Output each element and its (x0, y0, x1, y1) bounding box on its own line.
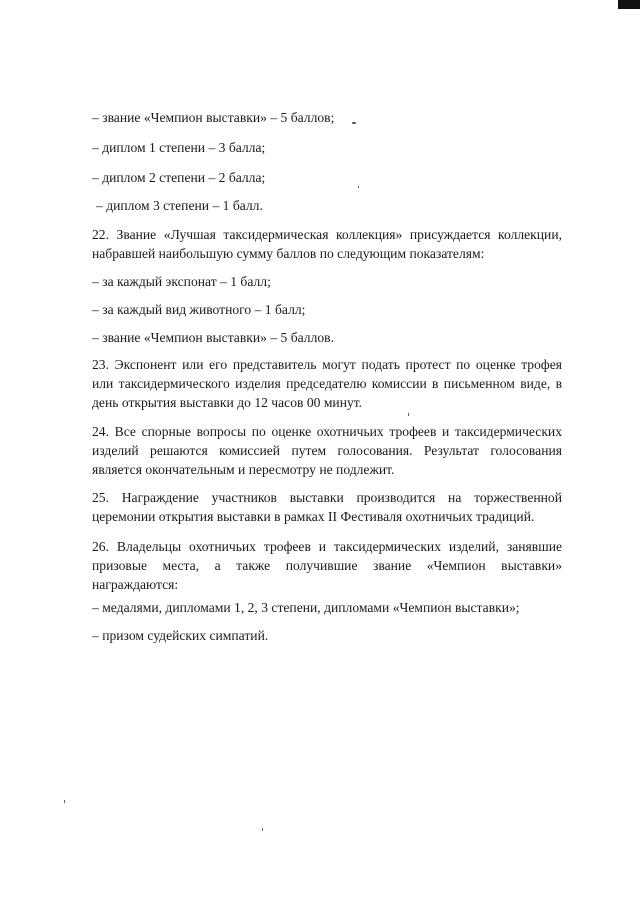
list-item: – призом судейских симпатий. (92, 628, 269, 643)
paragraph-line: награждаются: (92, 577, 179, 592)
paragraph-25 (92, 488, 562, 526)
paragraph-line: 23. Экспонент или его представитель могут подать протест по оценке трофея (92, 357, 562, 372)
list-item: – диплом 1 степени – 3 балла; (92, 140, 266, 155)
paragraph-26 (92, 537, 562, 594)
list-item: – диплом 2 степени – 2 балла; (92, 170, 266, 185)
list-item: – за каждый экспонат – 1 балл; (92, 274, 271, 289)
paragraph-line: 26. Владельцы охотничьих трофеев и таксидермических изделий, занявшие (92, 539, 562, 554)
paragraph-22 (92, 225, 562, 263)
paragraph-line: 24. Все спорные вопросы по оценке охотничьих трофеев и таксидермических (92, 424, 562, 439)
list-item: – за каждый вид животного – 1 балл; (92, 302, 306, 317)
scan-speck (64, 800, 65, 803)
paragraph-line: 22. Звание «Лучшая таксидермическая коллекция» присуждается коллекции, (92, 227, 562, 242)
list-item: – диплом 3 степени – 1 балл. (96, 198, 263, 213)
paragraph-24 (92, 422, 562, 479)
paragraph-line: набравшей наибольшую сумму баллов по следующим показателям: (92, 246, 485, 261)
paragraph-line: призовые места, а также получившие звание «Чемпион выставки» (92, 558, 562, 573)
list-item: – звание «Чемпион выставки» – 5 баллов. (92, 330, 334, 345)
paragraph-line: 25. Награждение участников выставки производится на торжественной (92, 490, 562, 505)
paragraph-line: является окончательным и пересмотру не подлежит. (92, 462, 395, 477)
paragraph-23 (92, 355, 562, 412)
list-item: – звание «Чемпион выставки» – 5 баллов; (92, 110, 335, 125)
scan-speck (262, 828, 263, 831)
scan-edge-mark (618, 0, 640, 9)
paragraph-line: или таксидермического изделия председателю комиссии в письменном виде, в (92, 376, 562, 391)
paragraph-line: изделий решаются комиссией путем голосования. Результат голосования (92, 443, 562, 458)
list-item: – медалями, дипломами 1, 2, 3 степени, дипломами «Чемпион выставки»; (92, 600, 520, 615)
paragraph-line: день открытия выставки до 12 часов 00 минут. (92, 395, 363, 410)
scan-speck (358, 186, 359, 188)
paragraph-line: церемонии открытия выставки в рамках II Фестиваля охотничьих традиций. (92, 509, 535, 524)
scan-speck (408, 413, 409, 416)
scan-speck (352, 122, 356, 124)
